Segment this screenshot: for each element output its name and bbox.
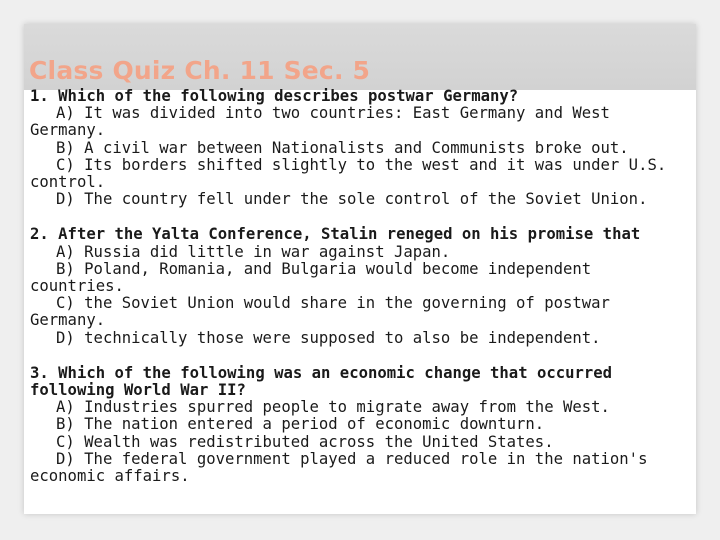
answer-option-c: C) Wealth was redistributed across the United States.: [56, 432, 554, 451]
answer-option-d: D) The country fell under the sole control of the Soviet Union.: [56, 190, 648, 209]
slide-title: Class Quiz Ch. 11 Sec. 5: [29, 56, 371, 85]
answer-option-c: C) Its borders shifted slightly to the west and it was under U.S. control.: [30, 155, 667, 192]
answer-option-a: A) It was divided into two countries: East Germany and West Germany.: [30, 104, 610, 140]
question-text: 2. After the Yalta Conference, Stalin reneged on his promise that: [30, 225, 641, 244]
answer-option-a: A) Industries spurred people to migrate away from the West.: [56, 398, 610, 417]
question-text: 1. Which of the following describes postwar Germany?: [30, 87, 519, 105]
answer-option-d: D) The federal government played a reduced role in the nation's economic affairs.: [30, 449, 648, 486]
answer-option-c: C) the Soviet Union would share in the governing of postwar Germany.: [30, 294, 610, 330]
question-2: [30, 226, 690, 346]
answer-option-a: A) Russia did little in war against Japan.: [56, 242, 451, 261]
question-text: 3. Which of the following was an economic change that occurred following World War II?: [30, 363, 613, 400]
question-1: [30, 88, 690, 208]
answer-option-b: B) A civil war between Nationalists and Communists broke out.: [56, 138, 629, 157]
answer-option-d: D) technically those were supposed to also be independent.: [56, 328, 601, 347]
question-3: [30, 365, 690, 485]
quiz-body: [30, 88, 690, 503]
answer-option-b: B) Poland, Romania, and Bulgaria would become independent countries.: [30, 259, 592, 296]
answer-option-b: B) The nation entered a period of economic downturn.: [56, 415, 545, 434]
